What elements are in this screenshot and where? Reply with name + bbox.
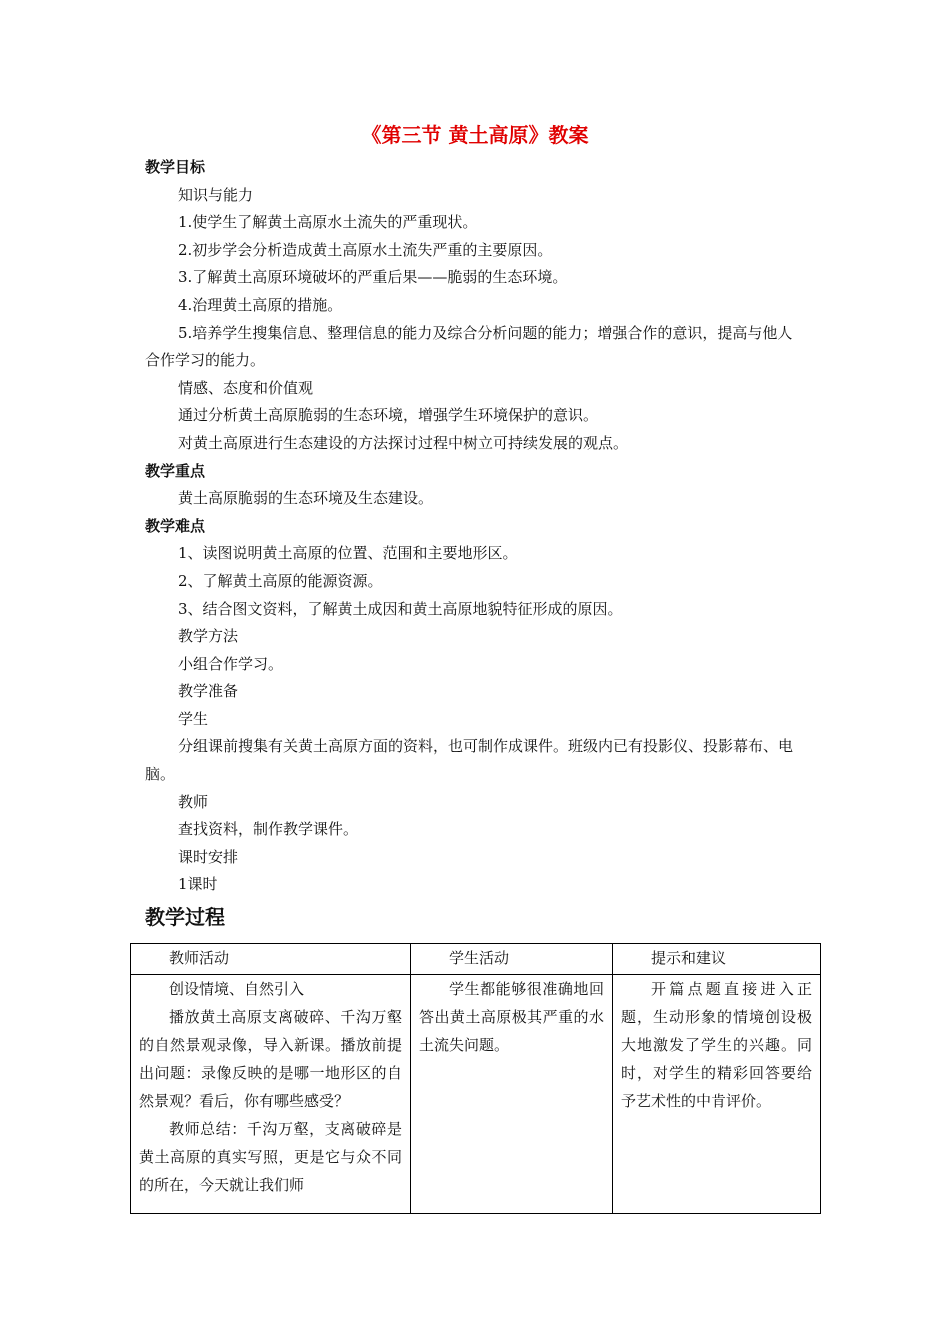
key-points-text: 黄土高原脆弱的生态环境及生态建设。 [178,489,434,508]
objective-item: 5.培养学生搜集信息、整理信息的能力及综合分析问题的能力；增强合作的意识，提高与他人合作学习的能力。 [145,323,793,370]
document-body [145,154,805,899]
column-header-student: 学生活动 [449,949,510,967]
student-activity-text: 学生都能够很准确地回答出黄土高原极其严重的水土流失问题。 [419,980,604,1054]
column-header [131,944,411,975]
process-heading: 教学过程 [145,905,225,929]
emotion-item: 通过分析黄土高原脆弱的生态环境，增强学生环境保护的意识。 [178,406,599,425]
method-text: 小组合作学习。 [178,654,284,673]
teacher-activity-cell [131,975,411,1214]
emotion-heading: 情感、态度和价值观 [178,378,314,397]
student-activity-cell [411,975,613,1214]
difficulty-item: 2、了解黄土高原的能源资源。 [178,571,383,590]
student-label: 学生 [178,709,209,728]
difficulty-item: 1、读图说明黄土高原的位置、范围和主要地形区。 [178,544,518,563]
knowledge-heading: 知识与能力 [178,185,254,204]
schedule-text: 1课时 [178,875,218,894]
objectives-heading: 教学目标 [145,158,206,176]
process-table [130,943,821,1214]
column-header [411,944,613,975]
objective-item: 1.使学生了解黄土高原水土流失的严重现状。 [178,213,478,232]
teacher-preparation-text: 查找资料，制作教学课件。 [178,820,359,839]
preparation-heading: 教学准备 [178,682,239,701]
emotion-item: 对黄土高原进行生态建设的方法探讨过程中树立可持续发展的观点。 [178,433,629,452]
difficulties-heading: 教学难点 [145,516,206,535]
difficulty-item: 3、结合图文资料，了解黄土成因和黄土高原地貌特征形成的原因。 [178,599,623,618]
column-header-tips: 提示和建议 [651,949,727,967]
table-row [131,975,821,1214]
column-header-teacher: 教师活动 [169,949,230,967]
teacher-label: 教师 [178,792,209,811]
column-header [613,944,821,975]
schedule-heading: 课时安排 [178,847,239,866]
document-title: 《第三节 黄土高原》教案 [361,123,589,147]
teacher-activity-paragraph: 播放黄土高原支离破碎、千沟万壑的自然景观录像，导入新课。播放前提出问题：录像反映的是哪一地形区的自然景观？看后，你有哪些感受？ [139,1008,402,1110]
tips-cell [613,975,821,1214]
objective-item: 3.了解黄土高原环境破坏的严重后果——脆弱的生态环境。 [178,268,568,287]
teacher-activity-paragraph: 教师总结：千沟万壑，支离破碎是黄土高原的真实写照，更是它与众不同的所在，今天就让我们师 [139,1120,402,1194]
tips-text: 开篇点题直接进入正题，生动形象的情境创设极大地激发了学生的兴趣。同时，对学生的精彩回答要给予艺术性的中肯评价。 [621,980,812,1110]
key-points-heading: 教学重点 [145,461,206,480]
teacher-activity-paragraph: 创设情境、自然引入 [169,980,305,998]
objective-item: 2.初步学会分析造成黄土高原水土流失严重的主要原因。 [178,240,553,259]
table-header-row [131,944,821,975]
objective-item: 4.治理黄土高原的措施。 [178,295,343,314]
student-preparation-text: 分组课前搜集有关黄土高原方面的资料，也可制作成课件。班级内已有投影仪、投影幕布、电脑。 [145,737,794,784]
method-heading: 教学方法 [178,627,239,646]
